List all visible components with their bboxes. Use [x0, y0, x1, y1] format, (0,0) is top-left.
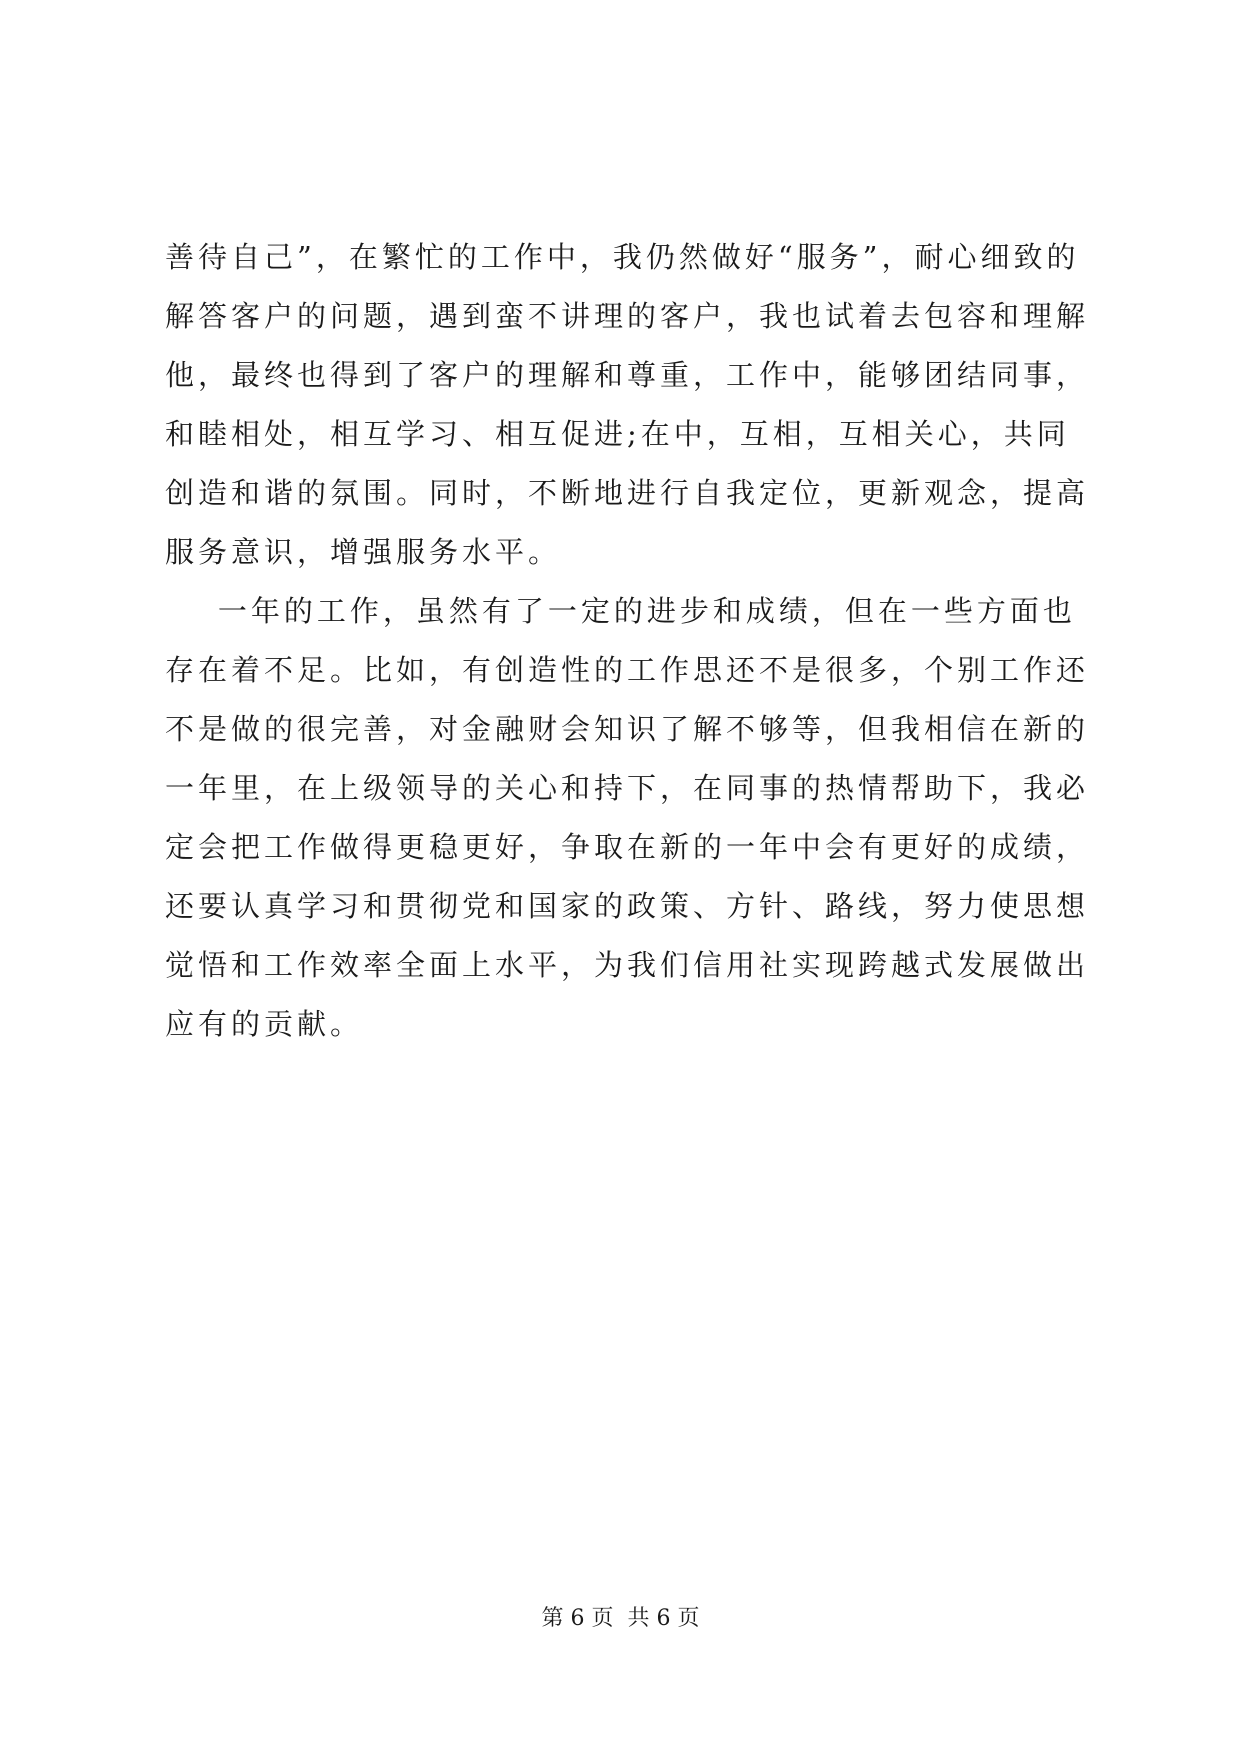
- text-line: 创造和谐的氛围。同时，不断地进行自我定位，更新观念，提高: [165, 476, 1090, 510]
- text-line: 和睦相处，相互学习、相互促进;在中，互相，互相关心，共同: [165, 417, 1070, 451]
- text-line: 还要认真学习和贯彻党和国家的政策、方针、路线，努力使思想: [165, 889, 1090, 923]
- text-line: 服务意识，增强服务水平。: [165, 535, 562, 569]
- text-line: 善待自己”，在繁忙的工作中，我仍然做好“服务”，耐心细致的: [165, 240, 1080, 274]
- text-line: 不是做的很完善，对金融财会知识了解不够等，但我相信在新的: [165, 712, 1090, 746]
- text-line: 他，最终也得到了客户的理解和尊重，工作中，能够团结同事，: [165, 358, 1090, 392]
- text-line: 一年的工作，虽然有了一定的进步和成绩，但在一些方面也: [165, 594, 1076, 628]
- text-line: 存在着不足。比如，有创造性的工作思还不是很多，个别工作还: [165, 653, 1090, 687]
- text-line: 解答客户的问题，遇到蛮不讲理的客户，我也试着去包容和理解: [165, 299, 1090, 333]
- paragraph-1: [165, 228, 1105, 582]
- paragraph-2: [165, 582, 1105, 1054]
- text-line: 定会把工作做得更稳更好，争取在新的一年中会有更好的成绩，: [165, 830, 1090, 864]
- document-body: [165, 228, 1105, 1054]
- text-line: 觉悟和工作效率全面上水平，为我们信用社实现跨越式发展做出: [165, 948, 1090, 982]
- text-line: 一年里，在上级领导的关心和持下，在同事的热情帮助下，我必: [165, 771, 1090, 805]
- text-line: 应有的贡献。: [165, 1007, 364, 1041]
- page-number-footer: 第 6 页 共 6 页: [541, 1606, 700, 1631]
